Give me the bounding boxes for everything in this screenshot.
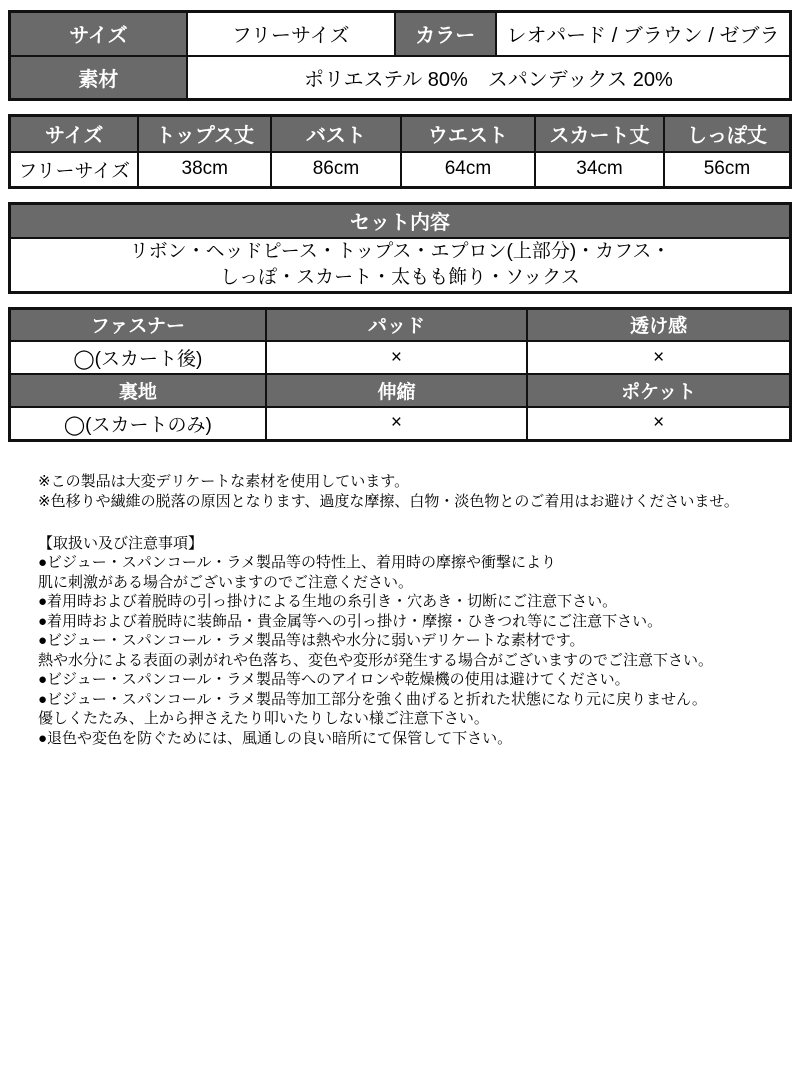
care-line: ●退色や変色を防ぐためには、風通しの良い暗所にて保管して下さい。 [38,729,513,747]
cell-bust: 86cm [271,152,401,188]
basic-info-table [8,10,792,101]
col-header-tops-length: トップス丈 [138,116,271,152]
cell-lining: ◯(スカートのみ) [10,407,266,440]
col-header-bust: バスト [271,116,401,152]
measurements-header-row [10,116,791,152]
care-line: 熱や水分による表面の剥がれや色落ち、変色や変形が発生する場合がございますのでご注意下さい。 [38,651,714,669]
care-line: ●着用時および着脱時に装飾品・貴金属等への引っ掛け・摩擦・ひきつれ等にご注意下さい。 [38,612,663,630]
col-header-sheerness: 透け感 [527,308,790,341]
col-header-waist: ウエスト [401,116,535,152]
cell-pad: × [266,341,528,374]
note-line: ※色移りや繊維の脱落の原因となります、過度な摩擦、白物・淡色物とのご着用はお避けくださいませ。 [38,492,739,510]
features-value-row [10,341,791,374]
material-value: ポリエステル 80% スパンデックス 20% [187,56,791,100]
set-contents-line: リボン・ヘッドピース・トップス・エプロン(上部分)・カフス・ [129,240,671,262]
set-contents-header-row [10,204,791,238]
cell-sheerness: × [527,341,790,374]
set-contents-body-row [10,238,791,293]
set-contents-title: セット内容 [10,204,791,238]
cell-stretch: × [266,407,528,440]
measurements-value-row [10,152,791,188]
features-table [8,307,792,442]
material-notes [38,472,782,512]
cell-tail-length: 56cm [664,152,791,188]
care-line: ●ビジュー・スパンコール・ラメ製品等へのアイロンや乾燥機の使用は避けてください。 [38,671,630,688]
col-header-size: サイズ [10,116,139,152]
care-instructions [38,534,782,749]
features-header-row [10,308,791,341]
material-label: 素材 [10,56,187,100]
table-row [10,56,791,100]
note-line: ※この製品は大変デリケートな素材を使用しています。 [38,472,410,490]
cell-tops-length: 38cm [138,152,271,188]
col-header-lining: 裏地 [10,374,266,407]
cell-skirt-length: 34cm [535,152,664,188]
cell-pocket: × [527,407,790,440]
care-line: ●ビジュー・スパンコール・ラメ製品等は熱や水分に弱いデリケートな素材です。 [38,632,585,649]
set-contents-line: しっぽ・スカート・太もも飾り・ソックス [220,266,580,288]
table-row [10,12,791,56]
color-value: レオパード / ブラウン / ゼブラ [496,12,790,56]
set-contents-body [10,238,791,293]
features-header-row [10,374,791,407]
cell-size: フリーサイズ [10,152,139,188]
size-label: サイズ [10,12,187,56]
col-header-pocket: ポケット [527,374,790,407]
features-value-row [10,407,791,440]
cell-waist: 64cm [401,152,535,188]
care-line: 優しくたたみ、上から押さえたり叩いたりしない様ご注意下さい。 [38,710,489,727]
col-header-tail-length: しっぽ丈 [664,116,791,152]
care-line: ●ビジュー・スパンコール・ラメ製品等加工部分を強く曲げると折れた状態になり元に戻りません。 [38,690,707,708]
care-line: ●ビジュー・スパンコール・ラメ製品等の特性上、着用時の摩擦や衝撃により [38,554,557,571]
cell-fastener: ◯(スカート後) [10,341,266,374]
care-line: ●着用時および着脱時の引っ掛けによる生地の糸引き・穴あき・切断にご注意下さい。 [38,593,618,610]
col-header-fastener: ファスナー [10,308,266,341]
col-header-skirt-length: スカート丈 [535,116,664,152]
measurements-table [8,114,792,189]
set-contents-table [8,202,792,294]
col-header-stretch: 伸縮 [266,374,528,407]
size-value: フリーサイズ [187,12,395,56]
col-header-pad: パッド [266,308,528,341]
care-line: 肌に刺激がある場合がございますのでご注意ください。 [38,573,414,591]
color-label: カラー [395,12,497,56]
care-title: 【取扱い及び注意事項】 [38,534,204,552]
